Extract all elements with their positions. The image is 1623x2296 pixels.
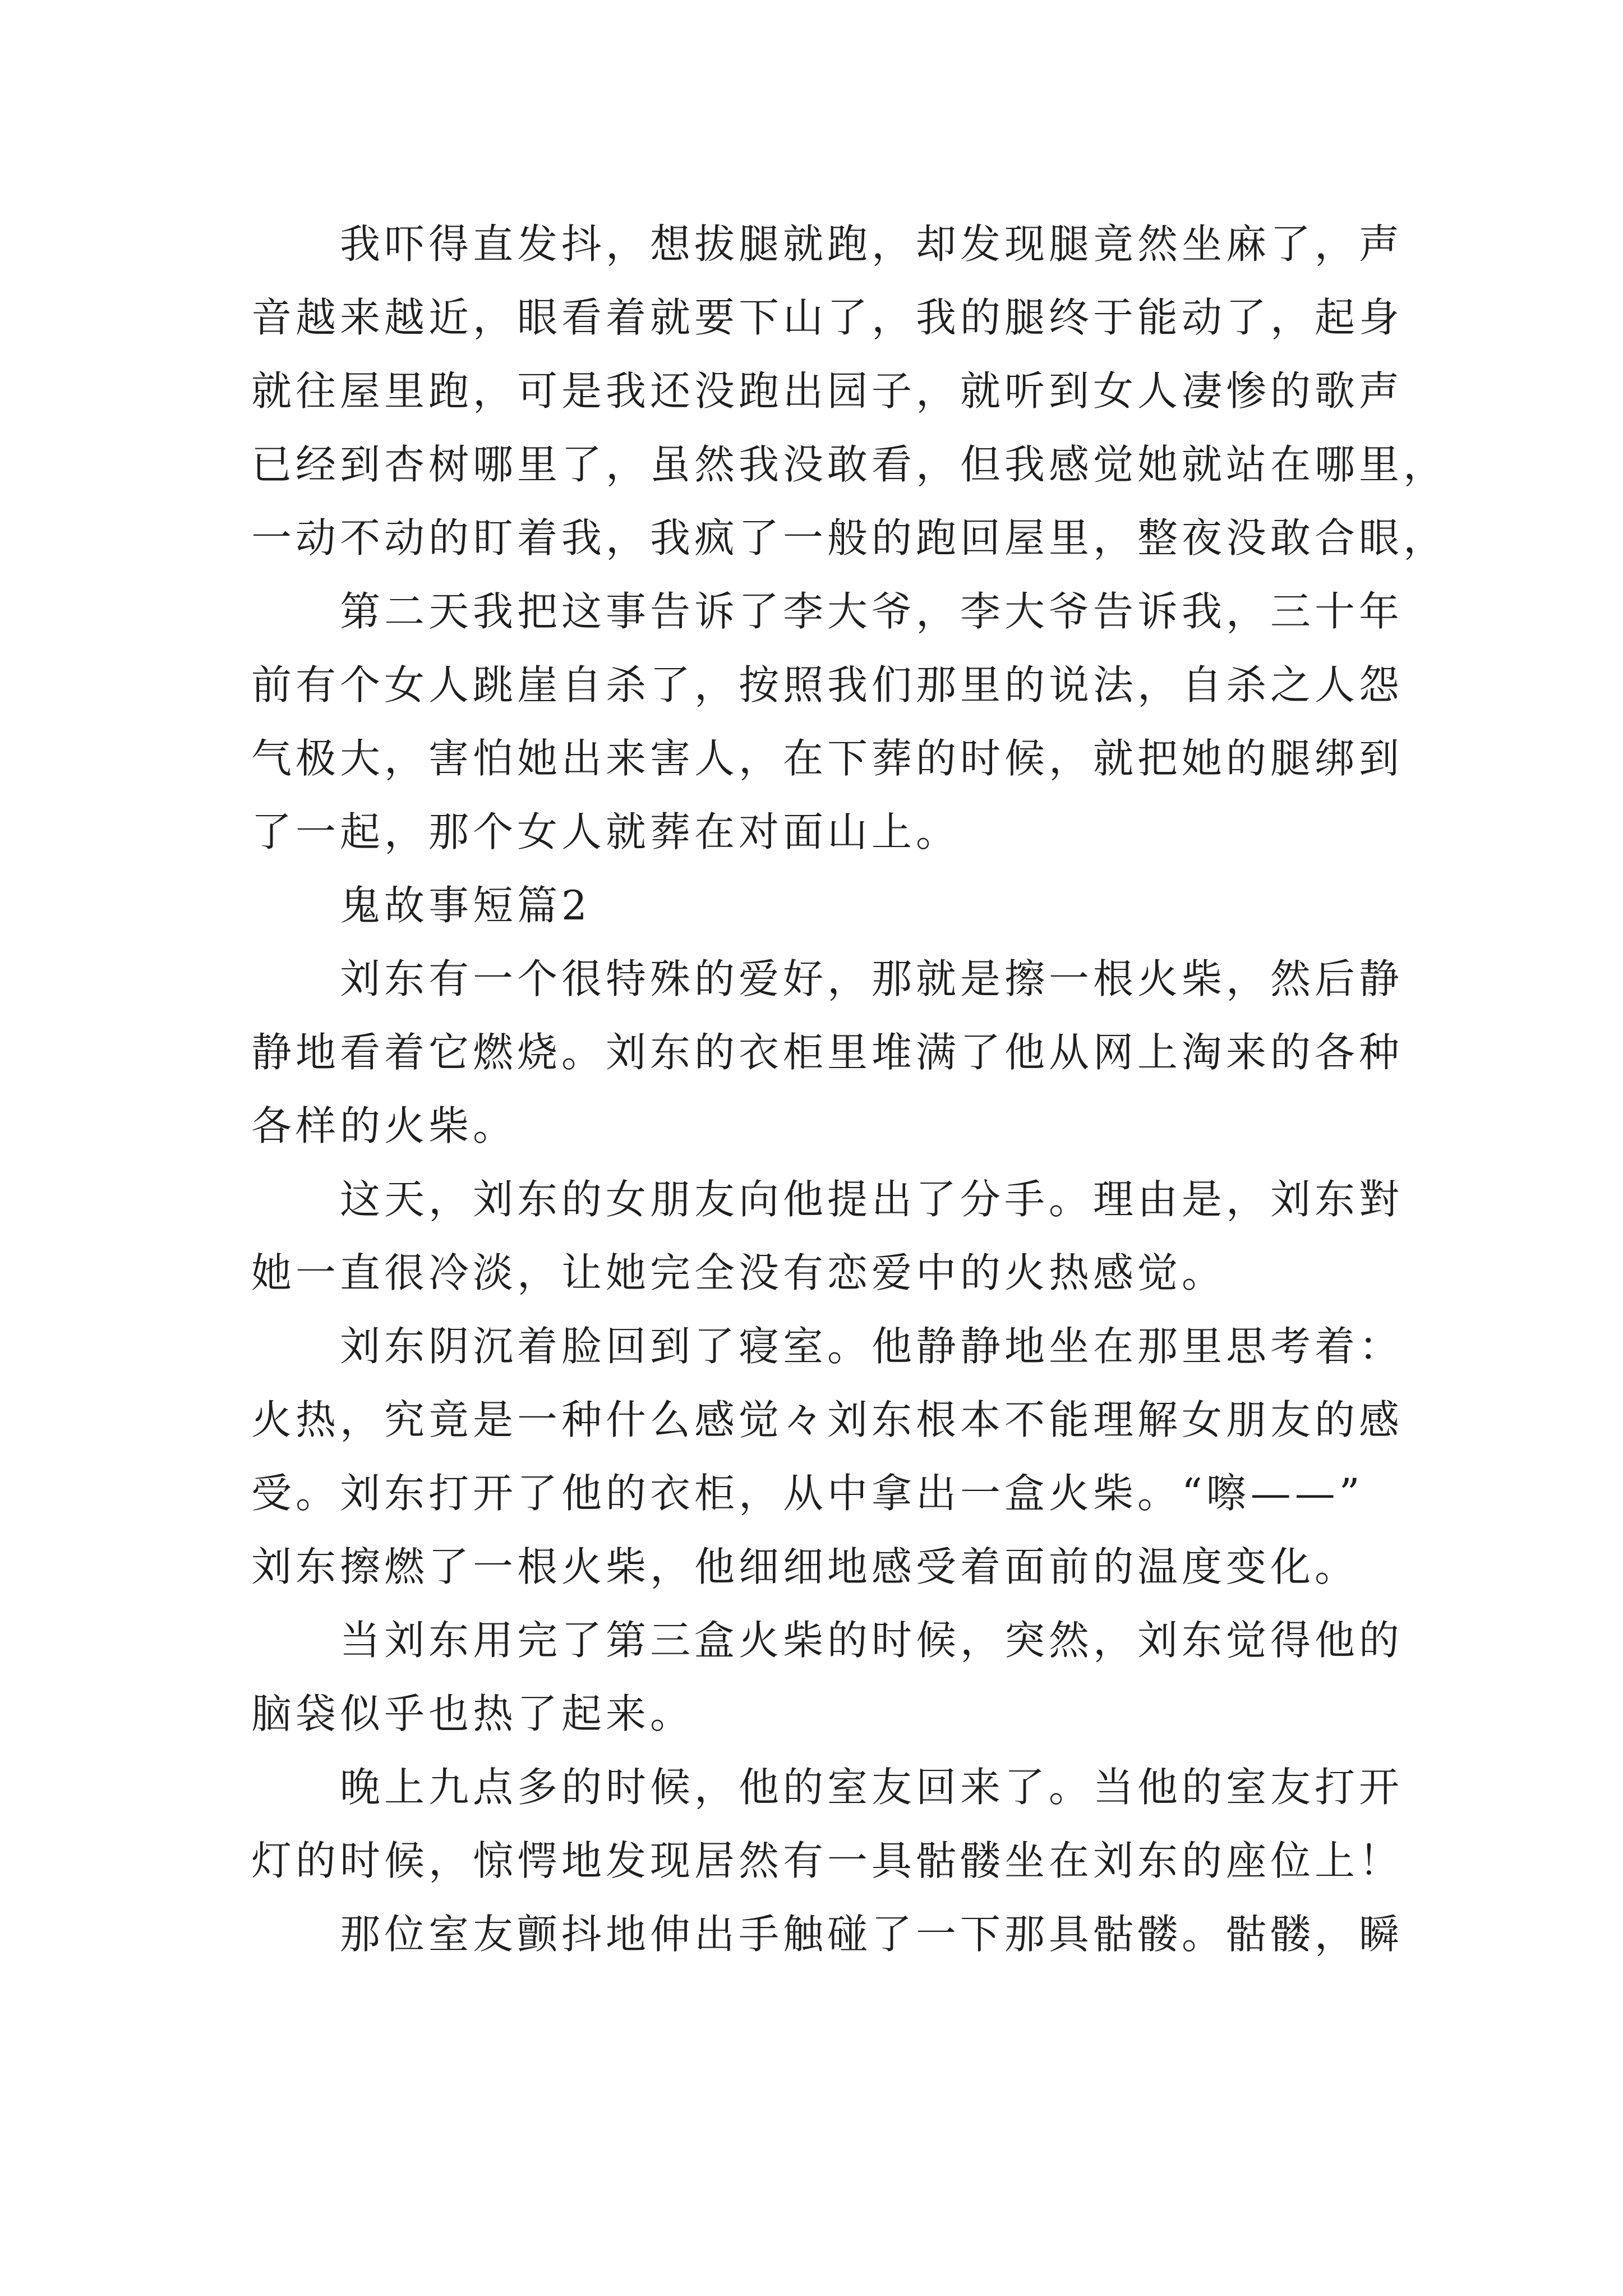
text-line: 音越来越近，眼看着就要下山了，我的腿终于能动了，起身 [251,294,1404,341]
text-line: 就往屋里跑，可是我还没跑出园子，就听到女人凄惨的歌声 [251,367,1404,415]
text-line: 已经到杏树哪里了，虽然我没敢看，但我感觉她就站在哪里， [251,441,1448,488]
text-line: 各样的火柴。 [251,1102,518,1149]
text-line: 气极大，害怕她出来害人，在下葬的时候，就把她的腿绑到 [251,735,1404,782]
text-line: 了一起，那个女人就葬在对面山上。 [251,808,961,855]
document-page [251,208,1448,2227]
text-line: 这天，刘东的女朋友向他提出了分手。理由是，刘东對 [340,1176,1404,1223]
text-line: 她一直很冷淡，让她完全没有恋爱中的火热感觉。 [251,1249,1227,1296]
text-line: 静地看着它燃烧。刘东的衣柜里堆满了他从网上淘来的各种 [251,1029,1404,1076]
text-line: 灯的时候，惊愕地发现居然有一具骷髅坐在刘东的座位上！ [251,1837,1404,1884]
text-line: 晚上九点多的时候，他的室友回来了。当他的室友打开 [340,1764,1404,1811]
text-line: 受。刘东打开了他的衣柜，从中拿出一盒火柴。“嚓——” [251,1470,1364,1517]
text-line: 第二天我把这事告诉了李大爷，李大爷告诉我，三十年 [340,588,1404,635]
text-line: 脑袋似乎也热了起来。 [251,1690,695,1737]
text-line: 刘东阴沉着脸回到了寝室。他静静地坐在那里思考着： [340,1323,1404,1370]
text-line: 一动不动的盯着我，我疯了一般的跑回屋里，整夜没敢合眼， [251,514,1448,562]
text-line: 前有个女人跳崖自杀了，按照我们那里的说法，自杀之人怨 [251,661,1404,708]
section-heading: 鬼故事短篇2 [340,882,591,929]
text-line: 当刘东用完了第三盒火柴的时候，突然，刘东觉得他的 [340,1617,1404,1664]
text-line: 刘东擦燃了一根火柴，他细细地感受着面前的温度变化。 [251,1543,1359,1590]
text-line: 火热，究竟是一种什么感觉々刘东根本不能理解女朋友的感 [251,1396,1404,1443]
text-line: 刘东有一个很特殊的爱好，那就是擦一根火柴，然后静 [340,955,1404,1002]
text-line: 我吓得直发抖，想拔腿就跑，却发现腿竟然坐麻了，声 [340,220,1404,268]
text-line: 那位室友颤抖地伸出手触碰了一下那具骷髅。骷髅，瞬 [340,1911,1404,1958]
